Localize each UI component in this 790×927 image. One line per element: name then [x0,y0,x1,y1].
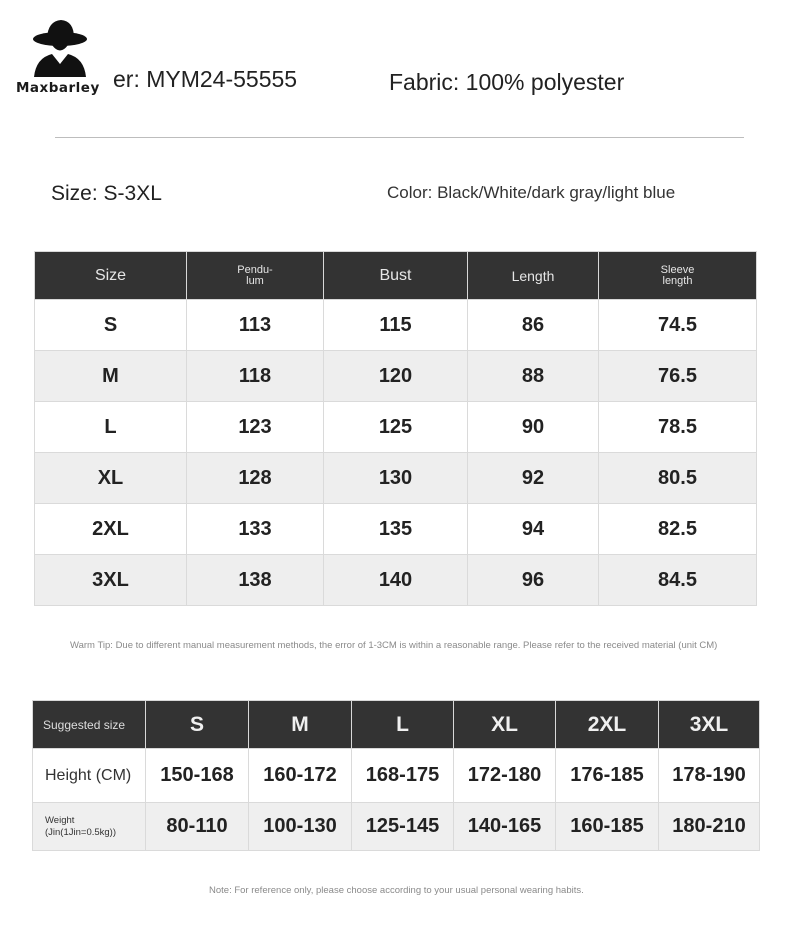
divider [55,137,744,138]
header-size-2xl: 2XL [556,701,659,749]
height-value: 168-175 [352,749,454,803]
cell-length: 90 [468,402,599,453]
cell-size: 2XL [35,504,187,555]
brand-logo [14,18,110,102]
height-value: 150-168 [146,749,249,803]
cell-sleeve-length: 74.5 [599,300,757,351]
cell-size: M [35,351,187,402]
header-suggested-size: Suggested size [33,701,146,749]
header-size-l: L [352,701,454,749]
height-label: Height (CM) [33,749,146,803]
cell-length: 86 [468,300,599,351]
table-row [35,402,757,453]
height-value: 160-172 [249,749,352,803]
cell-pendulum: 133 [187,504,324,555]
reference-note: Note: For reference only, please choose according to your usual personal wearing habits. [209,885,584,896]
header-bust: Bust [324,252,468,300]
suggested-size-table [32,700,760,851]
cell-length: 88 [468,351,599,402]
header-size: Size [35,252,187,300]
weight-value: 80-110 [146,803,249,851]
cell-length: 94 [468,504,599,555]
table-row [35,555,757,606]
color-options: Color: Black/White/dark gray/light blue [387,183,676,202]
cell-pendulum: 138 [187,555,324,606]
height-value: 176-185 [556,749,659,803]
header-size-3xl: 3XL [659,701,760,749]
cell-bust: 120 [324,351,468,402]
header-pendulum: Pendu- lum [187,252,324,300]
weight-value: 160-185 [556,803,659,851]
cell-sleeve-length: 76.5 [599,351,757,402]
header-size-xl: XL [454,701,556,749]
size-chart-table [34,251,757,606]
table-row [35,351,757,402]
weight-row [33,803,760,851]
table-row [35,300,757,351]
header-length: Length [468,252,599,300]
suggested-size-header [33,701,760,749]
cell-size: L [35,402,187,453]
weight-label-line-1: Weight [45,814,75,826]
weight-label-line-2: (Jin(1Jin=0.5kg)) [45,826,117,838]
header-sleeve-length: Sleeve length [599,252,757,300]
header-size-s: S [146,701,249,749]
weight-value: 180-210 [659,803,760,851]
cell-length: 92 [468,453,599,504]
cell-length: 96 [468,555,599,606]
cell-bust: 130 [324,453,468,504]
weight-label [33,803,146,851]
cell-sleeve-length: 78.5 [599,402,757,453]
header-size-m: M [249,701,352,749]
height-value: 178-190 [659,749,760,803]
table-row [35,453,757,504]
cell-bust: 125 [324,402,468,453]
weight-value: 140-165 [454,803,556,851]
cell-bust: 140 [324,555,468,606]
cell-pendulum: 123 [187,402,324,453]
cell-sleeve-length: 82.5 [599,504,757,555]
cell-bust: 115 [324,300,468,351]
weight-value: 125-145 [352,803,454,851]
cell-sleeve-length: 80.5 [599,453,757,504]
cell-pendulum: 113 [187,300,324,351]
height-row [33,749,760,803]
model-number: er: MYM24-55555 [113,66,298,92]
cell-size: XL [35,453,187,504]
fabric-info: Fabric: 100% polyester [389,69,625,95]
cell-sleeve-length: 84.5 [599,555,757,606]
weight-value: 100-130 [249,803,352,851]
cell-size: 3XL [35,555,187,606]
size-chart-header [35,252,757,300]
height-value: 172-180 [454,749,556,803]
table-row [35,504,757,555]
cell-pendulum: 128 [187,453,324,504]
cell-bust: 135 [324,504,468,555]
cell-pendulum: 118 [187,351,324,402]
brand-name: Maxbarley [16,80,100,96]
size-range: Size: S-3XL [51,182,162,205]
cell-size: S [35,300,187,351]
measurement-tip: Warm Tip: Due to different manual measurement methods, the error of 1-3CM is within a reasonable range. Please refer to the received material (unit CM) [70,640,718,651]
hat-figure-icon [30,18,90,78]
